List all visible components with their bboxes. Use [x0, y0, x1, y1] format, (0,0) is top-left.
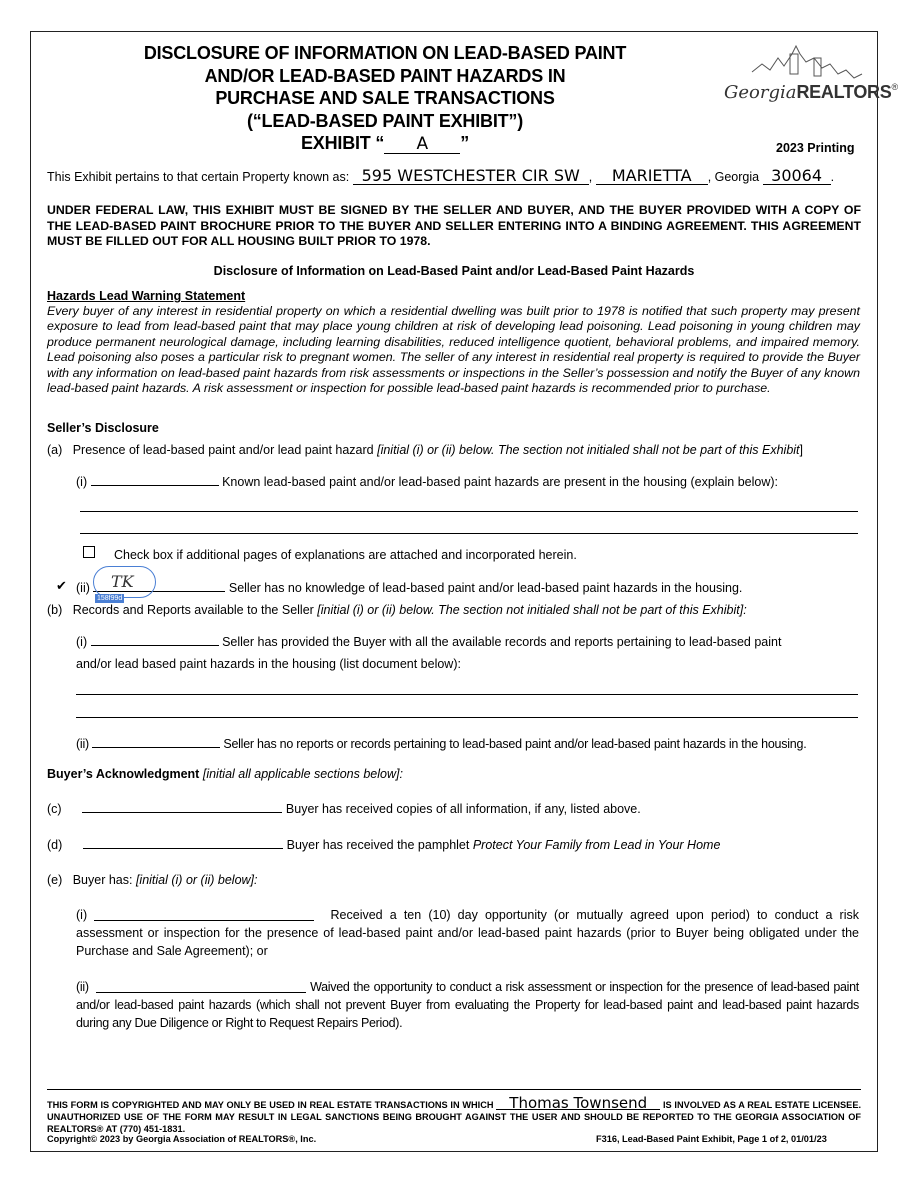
hazards-statement: Every buyer of any interest in residential property on which a residential dwelling was built prior to 1978 is notified that such property may present exposure to lead from lead-based paint that may place young children at risk of developing lead poisoning. Lead poisoning in young children may produce permanent neurological damage, including learning disabilities, reduced intelligence quotient, behavioral problems, and impaired memory. Lead poisoning also poses a particular risk to pregnant women. The seller of any interest in residential real property is required to provide the Buyer with any information on lead-based paint hazards from risk assessments or inspections in the Seller’s possession and notify the Buyer of any known lead-based paint hazards. A risk assessment or inspection for possible lead-based paint hazards is recommended prior to purchase. — [47, 304, 860, 396]
item-e-ii: (ii) Waived the opportunity to conduct a risk assessment or inspection for the presence of lead-based paint and/or lead-based paint hazards (which shall not prevent Buyer from evaluating the Property for lead-based paint and lead-based paint hazards during any Due Diligence or Right to Request Repairs Period). — [76, 980, 859, 1030]
explain-line-1[interactable] — [80, 511, 858, 512]
disclosure-heading: Disclosure of Information on Lead-Based Paint and/or Lead-Based Paint Hazards — [213, 264, 695, 278]
initials-signature: TK — [111, 572, 134, 591]
zip-field[interactable]: 30064 — [763, 168, 831, 185]
item-b-ii: (ii) Seller has no reports or records pertaining to lead-based paint and/or lead-based paint hazards in the housing. — [76, 737, 807, 751]
federal-notice: UNDER FEDERAL LAW, THIS EXHIBIT MUST BE SIGNED BY THE SELLER AND BUYER, AND THE BUYER PROVIDED WITH A COPY OF THE LEAD-BASED PAINT BROCHURE PRIOR TO THE BUYER AND SELLER ENTERING INTO A BINDING AGREEMENT. THIS AGREEMENT MUST BE FILLED OUT FOR ALL HOUSING BUILT PRIOR TO 1978. — [47, 203, 861, 248]
form-id: F316, Lead-Based Paint Exhibit, Page 1 of 2, 01/01/23 — [596, 1134, 827, 1144]
item-c: (c) Buyer has received copies of all information, if any, listed above. — [47, 802, 641, 816]
seller-disclosure-title: Seller’s Disclosure — [47, 421, 159, 435]
initial-a-i-field[interactable] — [91, 474, 219, 486]
attach-pages-checkbox[interactable] — [83, 546, 95, 558]
item-e-i: (i) Received a ten (10) day opportunity (or mutually agreed upon period) to conduct a risk assessment or inspection for the presence of lead-based paint and/or lead-based paint hazards (prior to Buyer being obligated under the Purchase and Sale Agreement); or — [76, 908, 860, 958]
printing-year: 2023 Printing — [776, 141, 855, 155]
checkbox-label: Check box if additional pages of explanations are attached and incorporated herein. — [114, 548, 577, 562]
explain-line-2[interactable] — [80, 533, 858, 534]
address-field[interactable]: 595 WESTCHESTER CIR SW — [353, 168, 589, 185]
item-a-ii: (ii) Seller has no knowledge of lead-based paint and/or lead-based paint hazards in the housing. — [76, 581, 743, 595]
item-b-i-cont: and/or lead based paint hazards in the housing (list document below): — [76, 657, 461, 671]
initial-d-field[interactable] — [83, 837, 283, 849]
licensee-name-field[interactable]: Thomas Townsend — [496, 1097, 660, 1110]
initial-b-ii-field[interactable] — [92, 736, 220, 748]
property-line: This Exhibit pertains to that certain Property known as: 595 WESTCHESTER CIR SW , MARIETTA , Georgia 30064 . — [47, 166, 835, 185]
footer-notice: THIS FORM IS COPYRIGHTED AND MAY ONLY BE USED IN REAL ESTATE TRANSACTIONS IN WHICH Thomas Townsend IS INVOLVED AS A REAL ESTATE LICENSEE. UNAUTHORIZED USE OF THE FORM MAY RESULT IN LEGAL SANCTIONS BEING BROUGHT AGAINST THE USER AND SHOULD BE REPORTED TO THE GEORGIA ASSOCIATION OF REALTORS® AT (770) 451-1831. — [47, 1094, 861, 1134]
item-b: (b) Records and Reports available to the Seller [initial (i) or (ii) below. The section not initialed shall not be part of this Exhibit]: — [47, 603, 747, 617]
item-e: (e) Buyer has: [initial (i) or (ii) below]: — [47, 873, 258, 887]
item-b-i: (i) Seller has provided the Buyer with all the available records and reports pertaining to lead-based paint — [76, 635, 782, 649]
item-a: (a) Presence of lead-based paint and/or lead paint hazard [initial (i) or (ii) below. The section not initialed shall not be part of this Exhibit] — [47, 443, 804, 457]
city-field[interactable]: MARIETTA — [596, 168, 708, 185]
item-d: (d) Buyer has received the pamphlet Protect Your Family from Lead in Your Home — [47, 838, 721, 852]
item-a-i: (i) Known lead-based paint and/or lead-based paint hazards are present in the housing (explain below): — [76, 475, 778, 489]
buyer-ack-title: Buyer’s Acknowledgment [initial all applicable sections below]: — [47, 767, 403, 781]
copyright: Copyright© 2023 by Georgia Association of REALTORS®, Inc. — [47, 1134, 317, 1144]
check-mark-icon: ✔ — [56, 578, 67, 593]
hazards-title: Hazards Lead Warning Statement — [47, 289, 246, 303]
page-title: DISCLOSURE OF INFORMATION ON LEAD-BASED PAINT AND/OR LEAD-BASED PAINT HAZARDS IN PURCHASE AND SALE TRANSACTIONS (“LEAD-BASED PAINT EXHIBIT”) EXHIBIT “ A ” — [130, 42, 640, 155]
initial-c-field[interactable] — [82, 801, 282, 813]
initial-e-ii-field[interactable] — [96, 981, 306, 993]
skyline-icon — [722, 44, 872, 114]
exhibit-letter-field[interactable]: A — [384, 136, 460, 154]
footer-divider — [47, 1089, 861, 1090]
initial-e-i-field[interactable] — [94, 909, 314, 921]
initial-b-i-field[interactable] — [91, 634, 219, 646]
exhibit-line: EXHIBIT “ A ” — [300, 133, 470, 154]
document-line-1[interactable] — [76, 694, 858, 695]
annotation-tag: 158f99d — [97, 595, 123, 602]
document-line-2[interactable] — [76, 717, 858, 718]
georgia-realtors-logo: GeorgiaREALTORS® — [722, 44, 872, 114]
